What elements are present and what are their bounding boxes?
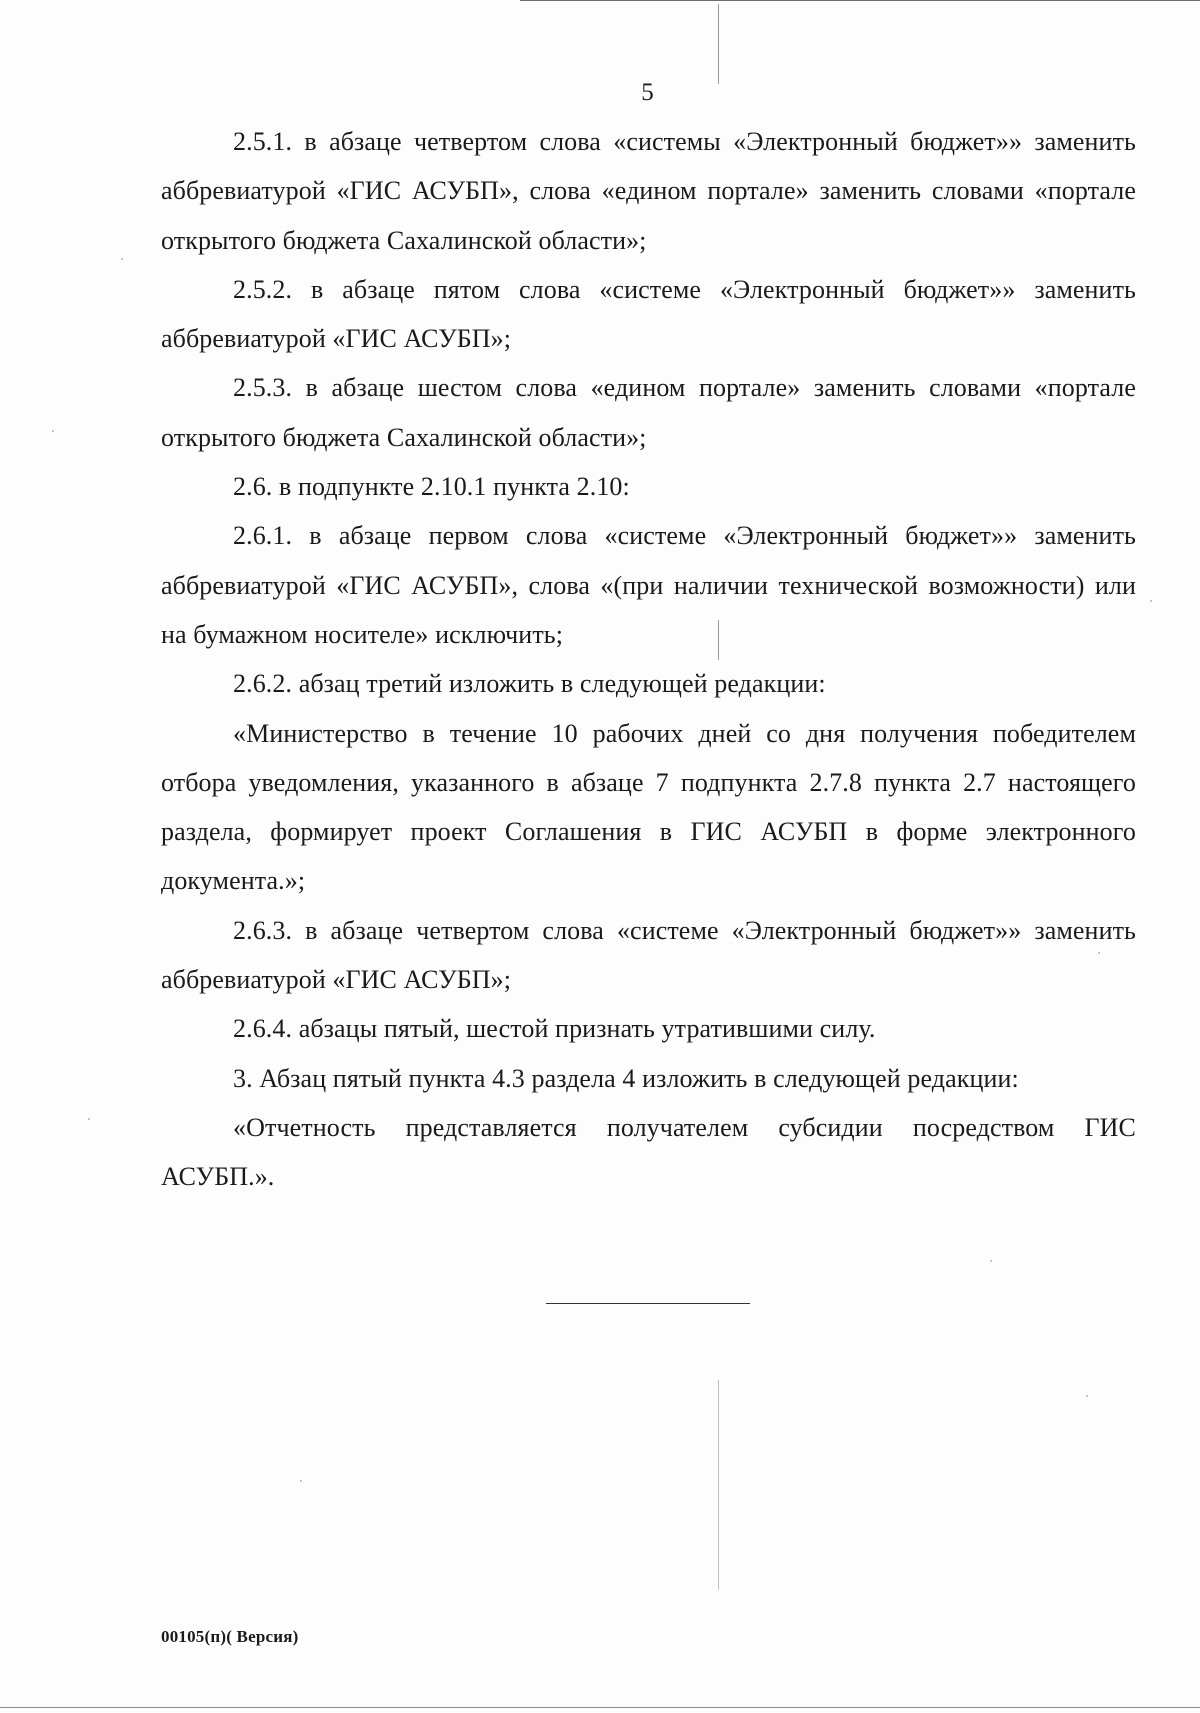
page-number: 5: [641, 79, 654, 106]
paragraph: 2.6.2. абзац третий изложить в следующей редакции:: [233, 669, 826, 699]
scan-edge-bottom: [0, 1707, 1200, 1708]
paragraph: 2.6.4. абзацы пятый, шестой признать утратившими силу.: [233, 1014, 876, 1044]
paragraph: 2.5.2. в абзаце пятом слова «системе «Электронный бюджет»» заменить аббревиатурой «ГИС АСУБП»;: [161, 274, 1136, 354]
scan-speck: [1150, 600, 1152, 602]
scan-speck: [300, 1480, 302, 1482]
footer-document-code: 00105(п)( Версия): [161, 1627, 299, 1646]
paragraph: 2.6. в подпункте 2.10.1 пункта 2.10:: [233, 472, 630, 502]
scan-edge-top: [520, 0, 1200, 1]
scan-speck: [1086, 1395, 1088, 1397]
scan-speck: [1098, 952, 1100, 954]
paragraph: «Отчетность представляется получателем субсидии посредством ГИС АСУБП.».: [161, 1112, 1136, 1192]
closing-separator-line: [546, 1303, 750, 1304]
paragraph: 2.6.3. в абзаце четвертом слова «системе «Электронный бюджет»» заменить аббревиатурой «ГИС АСУБП»;: [161, 915, 1136, 995]
fold-mark: [718, 1380, 719, 1590]
paragraph: 3. Абзац пятый пункта 4.3 раздела 4 изложить в следующей редакции:: [233, 1063, 1019, 1093]
scan-speck: [52, 430, 54, 432]
fold-mark: [718, 4, 719, 84]
paragraph: 2.5.1. в абзаце четвертом слова «системы «Электронный бюджет»» заменить аббревиатурой «ГИС АСУБП», слова «едином портале» заменить словами «портале открытого бюджета Сахалинской области»;: [161, 127, 1136, 255]
paragraph: «Министерство в течение 10 рабочих дней со дня получения победителем отбора уведомления, указанного в абзаце 7 подпункта 2.7.8 пункта 2.7 настоящего раздела, формирует проект Соглашения в ГИС АСУБП в форме электронного документа.»;: [161, 718, 1136, 896]
scan-speck: [88, 1118, 90, 1120]
scan-speck: [990, 1260, 992, 1262]
document-body: [161, 117, 1136, 1202]
paragraph: 2.5.3. в абзаце шестом слова «едином портале» заменить словами «портале открытого бюджета Сахалинской области»;: [161, 373, 1136, 452]
scan-speck: [121, 258, 123, 260]
paragraph: 2.6.1. в абзаце первом слова «системе «Электронный бюджет»» заменить аббревиатурой «ГИС АСУБП», слова «(при наличии технической возможности) или на бумажном носителе» исключить;: [161, 521, 1136, 649]
